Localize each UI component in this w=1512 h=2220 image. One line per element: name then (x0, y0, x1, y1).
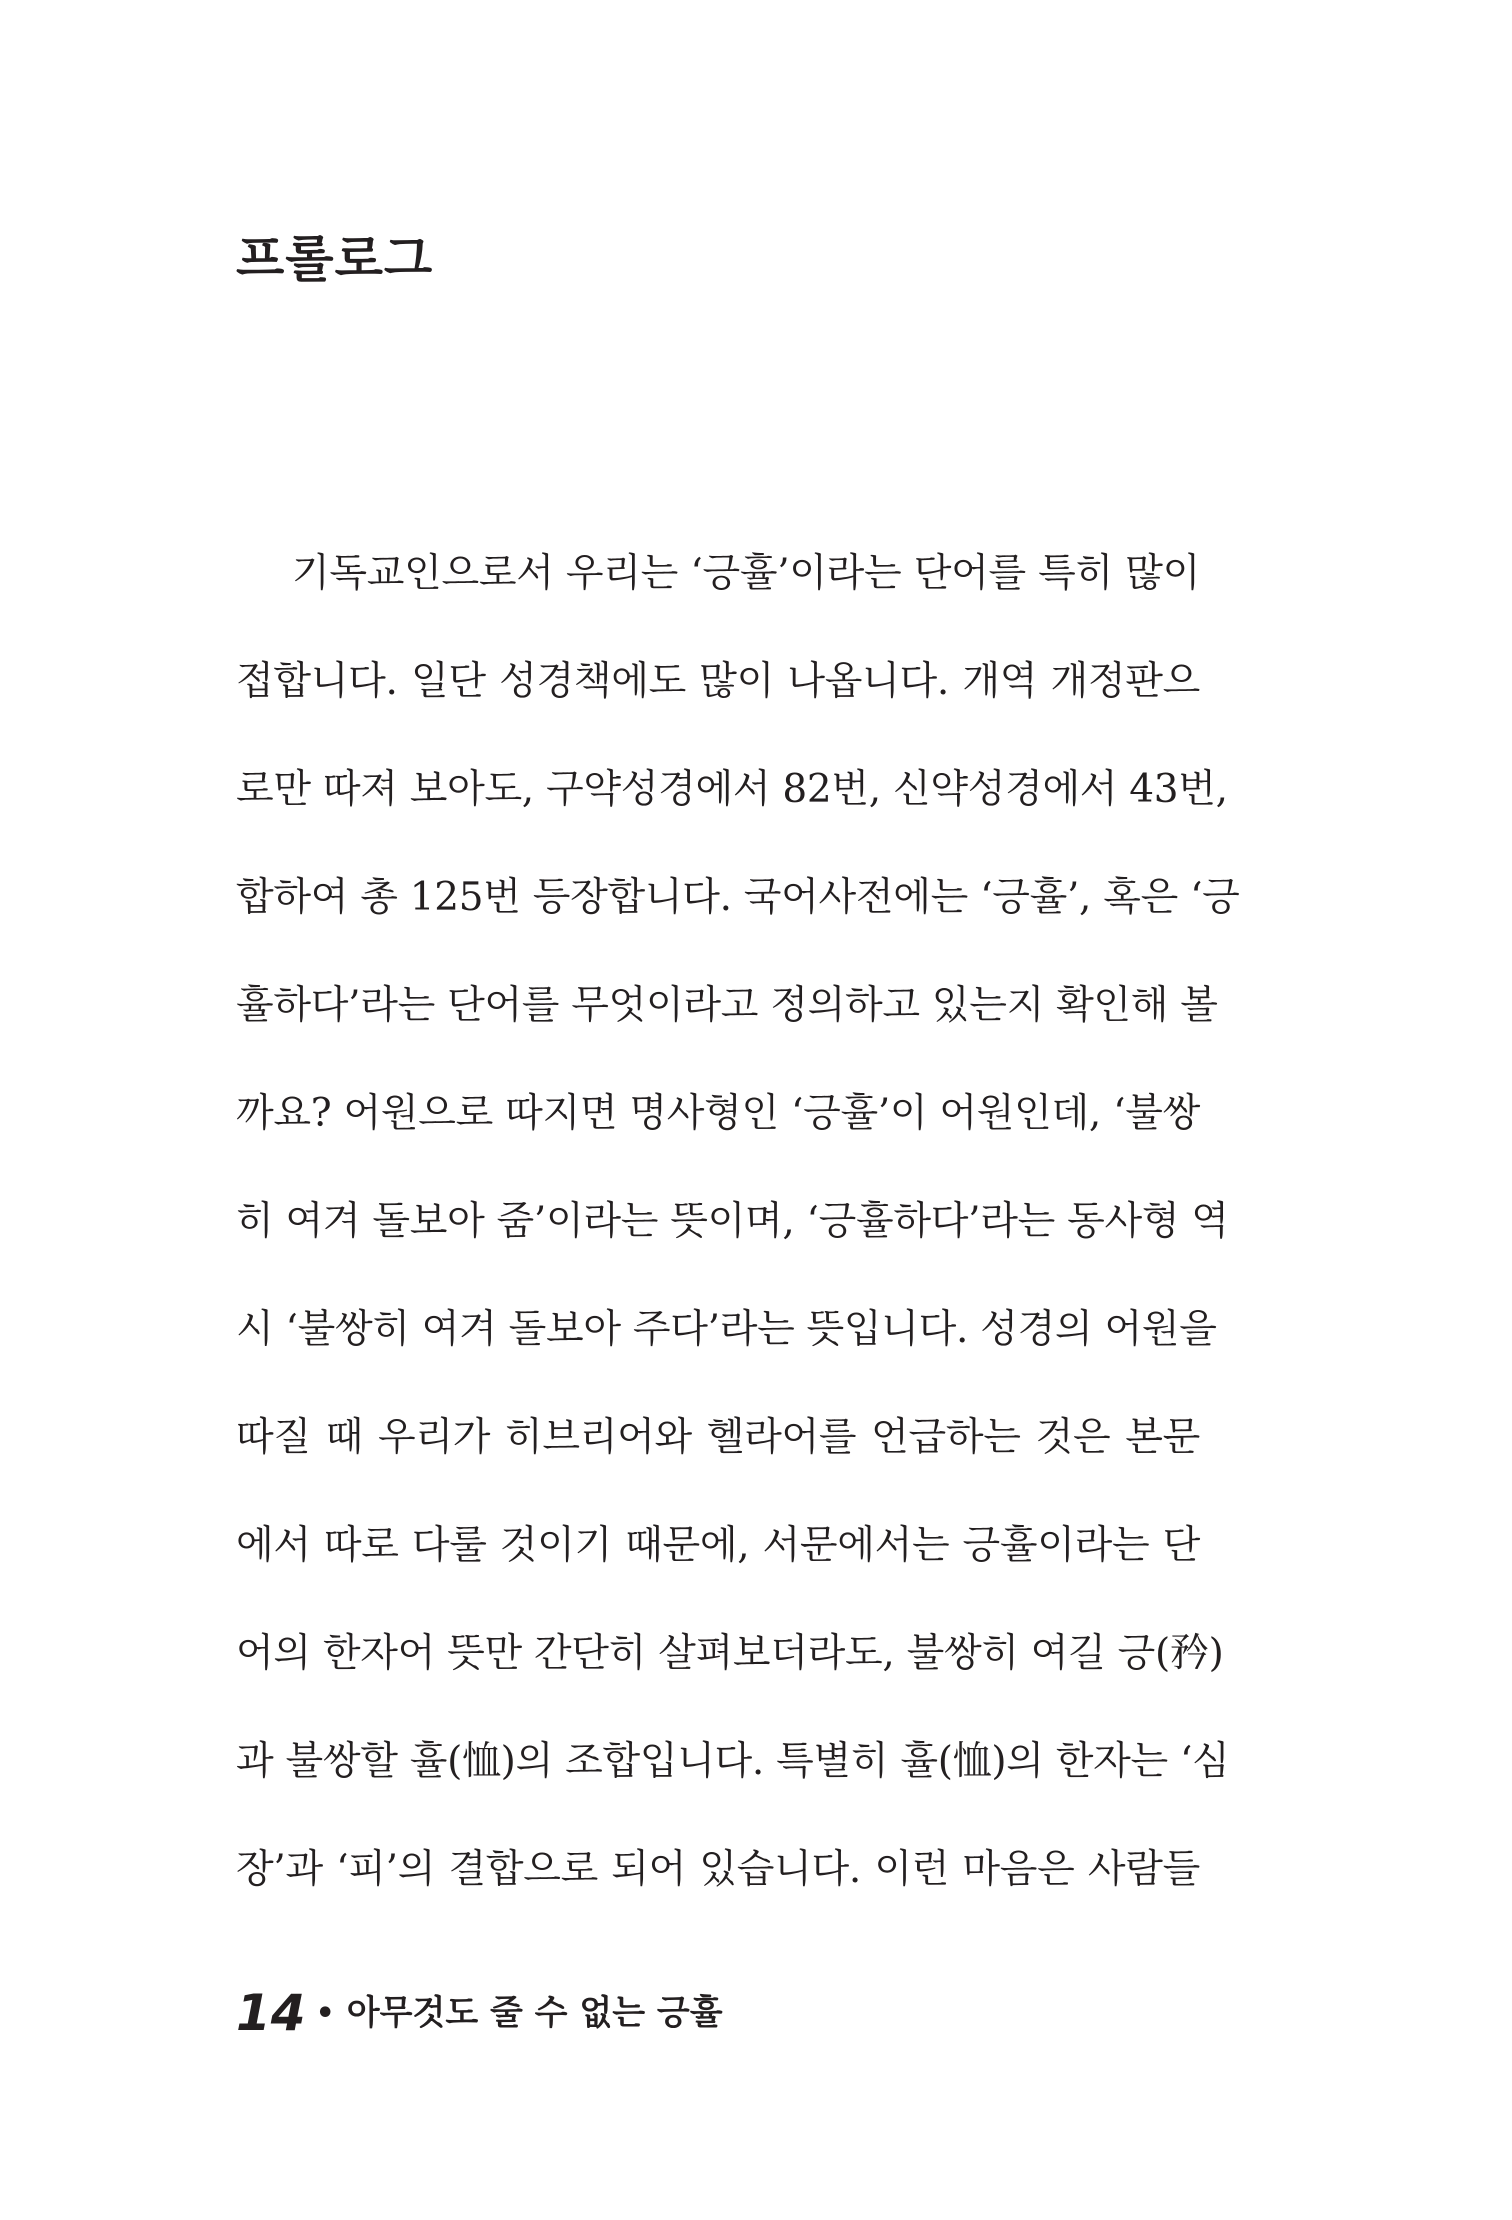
paragraph-line: 히 여겨 돌보아 줌’이라는 뜻이며, ‘긍휼하다’라는 동사형 역 (236, 1199, 1229, 1244)
chapter-title: 프롤로그 (236, 230, 434, 288)
body-text (236, 520, 1240, 1924)
page-footer (236, 1978, 723, 2048)
running-book-title: 아무것도 줄 수 없는 긍휼 (346, 1993, 723, 2033)
paragraph-line: 장’과 ‘피’의 결합으로 되어 있습니다. 이런 마음은 사람들 (236, 1847, 1200, 1892)
paragraph-line: 시 ‘불쌍히 여겨 돌보아 주다’라는 뜻입니다. 성경의 어원을 (236, 1307, 1217, 1352)
footer-bullet: • (315, 1995, 335, 2031)
paragraph-line: 기독교인으로서 우리는 ‘긍휼’이라는 단어를 특히 많이 (292, 551, 1200, 596)
paragraph-line: 까요? 어원으로 따지면 명사형인 ‘긍휼’이 어원인데, ‘불쌍 (236, 1091, 1200, 1136)
paragraph-line: 휼하다’라는 단어를 무엇이라고 정의하고 있는지 확인해 볼 (236, 983, 1218, 1028)
paragraph-line: 로만 따져 보아도, 구약성경에서 82번, 신약성경에서 43번, (236, 767, 1228, 812)
paragraph-line: 접합니다. 일단 성경책에도 많이 나옵니다. 개역 개정판으 (236, 659, 1200, 704)
paragraph-line: 어의 한자어 뜻만 간단히 살펴보더라도, 불쌍히 여길 긍(矜) (236, 1631, 1224, 1676)
paragraph-line: 따질 때 우리가 히브리어와 헬라어를 언급하는 것은 본문 (236, 1415, 1200, 1460)
paragraph-line: 합하여 총 125번 등장합니다. 국어사전에는 ‘긍휼’, 혹은 ‘긍 (236, 875, 1240, 920)
page-number: 14 (236, 1984, 306, 2042)
paragraph-line: 과 불쌍할 휼(恤)의 조합입니다. 특별히 휼(恤)의 한자는 ‘심 (236, 1739, 1230, 1784)
paragraph-line: 에서 따로 다룰 것이기 때문에, 서문에서는 긍휼이라는 단 (236, 1523, 1200, 1568)
